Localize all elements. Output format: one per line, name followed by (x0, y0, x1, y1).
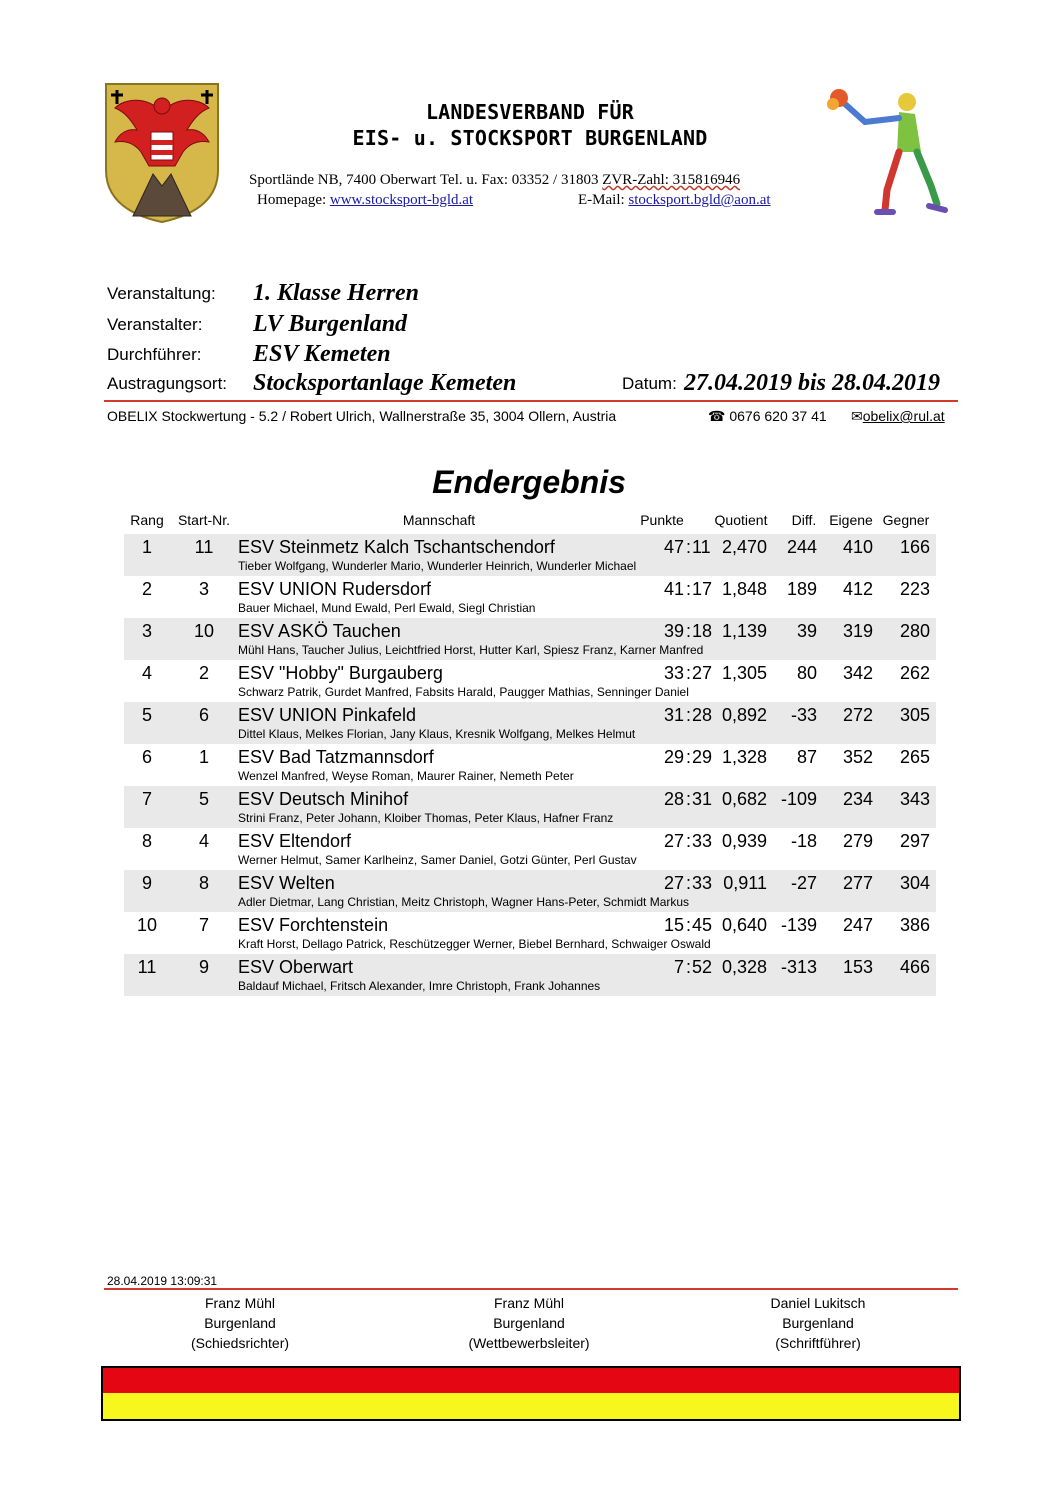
team-players: Tieber Wolfgang, Wunderler Mario, Wunderler Heinrich, Wunderler Michael (238, 559, 637, 573)
col-mannschaft: Mannschaft (402, 512, 476, 528)
table-row (124, 576, 936, 618)
col-diff: Diff. (791, 512, 817, 528)
rang: 11 (137, 957, 157, 977)
team-name: ESV Eltendorf (238, 831, 352, 851)
difference: 80 (796, 663, 817, 683)
table-row (124, 660, 936, 702)
difference: -109 (780, 789, 817, 809)
points-separator: : (686, 621, 692, 641)
signature-role: (Schriftführer) (775, 1335, 861, 1351)
signature-name: Franz Mühl (493, 1295, 565, 1311)
difference: -27 (790, 873, 817, 893)
own-score: 342 (842, 663, 873, 683)
points-separator: : (686, 663, 692, 683)
start-nr: 2 (198, 663, 209, 683)
value-austragungsort: Stocksportanlage Kemeten (253, 370, 517, 396)
rang: 6 (141, 747, 152, 767)
points-lost: 33 (692, 873, 713, 893)
team-name: ESV ASKÖ Tauchen (238, 621, 401, 641)
difference: 244 (786, 537, 817, 557)
phone-icon: ☎ (708, 408, 726, 424)
own-score: 153 (842, 957, 873, 977)
team-players: Kraft Horst, Dellago Patrick, Reschützegger Werner, Biebel Bernhard, Schwaiger Oswald (238, 937, 711, 951)
own-score: 247 (842, 915, 873, 935)
rang: 4 (141, 663, 152, 683)
start-nr: 3 (198, 579, 209, 599)
start-nr: 11 (194, 537, 214, 557)
label-veranstaltung: Veranstaltung: (107, 284, 216, 303)
signature-region: Burgenland (204, 1315, 276, 1331)
signature-block-2 (409, 1293, 649, 1353)
col-punkte: Punkte (640, 512, 684, 528)
coat-of-arms-icon (103, 82, 221, 224)
team-name: ESV Forchtenstein (238, 915, 389, 935)
org-name-line1: LANDESVERBAND FÜR (425, 100, 635, 124)
own-score: 319 (842, 621, 873, 641)
rang: 5 (141, 705, 152, 725)
value-durchfuehrer: ESV Kemeten (253, 341, 391, 367)
quotient: 2,470 (721, 537, 767, 557)
opponent-score: 343 (899, 789, 930, 809)
table-row (124, 912, 936, 954)
opponent-score: 223 (899, 579, 930, 599)
rang: 3 (141, 621, 152, 641)
table-row (124, 618, 936, 660)
start-nr: 8 (198, 873, 209, 893)
points-won: 27 (663, 873, 684, 893)
opponent-score: 304 (899, 873, 930, 893)
team-players: Werner Helmut, Samer Karlheinz, Samer Daniel, Gotzi Günter, Perl Gustav (238, 853, 637, 867)
software-phone (708, 408, 827, 425)
col-quotient: Quotient (714, 512, 768, 528)
own-score: 272 (842, 705, 873, 725)
team-players: Strini Franz, Peter Johann, Kloiber Thomas, Peter Klaus, Hafner Franz (238, 811, 614, 825)
org-name-line2: EIS- u. STOCKSPORT BURGENLAND (352, 126, 708, 150)
mail-icon: ✉ (851, 408, 863, 424)
quotient: 1,139 (721, 621, 767, 641)
team-players: Dittel Klaus, Melkes Florian, Jany Klaus, Kresnik Wolfgang, Melkes Helmut (238, 727, 636, 741)
points-separator: : (686, 537, 692, 557)
points-lost: 31 (692, 789, 713, 809)
phone-number: 0676 620 37 41 (729, 408, 827, 424)
difference: -139 (780, 915, 817, 935)
points-lost: 52 (692, 957, 713, 977)
table-row (124, 534, 936, 576)
difference: -313 (780, 957, 817, 977)
signature-block-3 (698, 1293, 938, 1353)
results-table-body (124, 534, 936, 996)
points-separator: : (686, 789, 692, 809)
flag-yellow-stripe (103, 1393, 959, 1419)
rang: 1 (141, 537, 152, 557)
points-lost: 11 (692, 537, 711, 557)
opponent-score: 262 (899, 663, 930, 683)
team-name: ESV UNION Pinkafeld (238, 705, 417, 725)
value-veranstalter: LV Burgenland (253, 311, 408, 337)
difference: -18 (790, 831, 817, 851)
address-text: Sportlände NB, 7400 Oberwart Tel. u. Fax: 03352 / 31803 (249, 172, 603, 188)
table-row (124, 702, 936, 744)
signature-block-1 (120, 1293, 360, 1353)
difference: 87 (796, 747, 817, 767)
points-separator: : (686, 873, 692, 893)
results-table-header (124, 512, 936, 530)
software-email (851, 408, 945, 425)
col-rang: Rang (130, 512, 164, 528)
points-lost: 27 (692, 663, 713, 683)
label-austragungsort: Austragungsort: (107, 374, 228, 393)
points-won: 28 (663, 789, 684, 809)
value-veranstaltung: 1. Klasse Herren (253, 280, 420, 306)
divider-line (104, 400, 958, 402)
homepage-link[interactable]: www.stocksport-bgld.at (329, 192, 474, 208)
signature-name: Franz Mühl (204, 1295, 276, 1311)
opponent-score: 466 (899, 957, 930, 977)
team-name: ESV UNION Rudersdorf (238, 579, 432, 599)
signature-name: Daniel Lukitsch (770, 1295, 866, 1311)
rang: 2 (141, 579, 152, 599)
team-players: Schwarz Patrik, Gurdet Manfred, Fabsits Harald, Paugger Mathias, Senninger Daniel (238, 685, 689, 699)
software-email-link[interactable]: obelix@rul.at (862, 408, 945, 424)
points-lost: 28 (692, 705, 713, 725)
quotient: 1,305 (721, 663, 767, 683)
stocksport-player-icon (815, 82, 955, 222)
burgenland-flag-banner (101, 1366, 961, 1421)
team-players: Adler Dietmar, Lang Christian, Meitz Christoph, Wagner Hans-Peter, Schmidt Markus (238, 895, 690, 909)
col-gegner: Gegner (882, 512, 930, 528)
start-nr: 5 (198, 789, 209, 809)
start-nr: 10 (193, 621, 215, 641)
own-score: 279 (842, 831, 873, 851)
team-name: ESV Oberwart (238, 957, 354, 977)
email-link[interactable]: stocksport.bgld@aon.at (628, 192, 771, 208)
opponent-score: 297 (899, 831, 930, 851)
table-row (124, 744, 936, 786)
table-row (124, 828, 936, 870)
points-separator: : (686, 915, 692, 935)
team-players: Mühl Hans, Taucher Julius, Leichtfried Horst, Hutter Karl, Spiesz Franz, Karner Manfred (238, 643, 704, 657)
difference: 39 (796, 621, 817, 641)
org-address (249, 172, 740, 189)
opponent-score: 280 (899, 621, 930, 641)
opponent-score: 305 (899, 705, 930, 725)
points-lost: 29 (692, 747, 713, 767)
col-start: Start-Nr. (177, 512, 231, 528)
table-row (124, 870, 936, 912)
points-separator: : (686, 831, 692, 851)
team-name: ESV "Hobby" Burgauberg (238, 663, 443, 683)
results-title: Endergebnis (432, 464, 626, 500)
flag-red-stripe (103, 1368, 959, 1393)
points-won: 15 (663, 915, 684, 935)
quotient: 0,911 (723, 873, 767, 893)
points-separator: : (686, 957, 692, 977)
label-datum: Datum: (622, 374, 677, 393)
rang: 9 (141, 873, 152, 893)
difference: 189 (786, 579, 817, 599)
points-won: 39 (663, 621, 684, 641)
own-score: 234 (842, 789, 873, 809)
zvr-number: ZVR-Zahl: 315816946 (602, 172, 741, 188)
quotient: 0,640 (721, 915, 767, 935)
start-nr: 6 (198, 705, 209, 725)
quotient: 1,848 (721, 579, 767, 599)
quotient: 0,892 (721, 705, 767, 725)
points-won: 31 (663, 705, 684, 725)
rang: 8 (141, 831, 152, 851)
points-won: 41 (663, 579, 684, 599)
col-eigene: Eigene (829, 512, 873, 528)
own-score: 352 (842, 747, 873, 767)
own-score: 410 (842, 537, 873, 557)
homepage-line (257, 192, 473, 209)
email-line (578, 192, 771, 209)
start-nr: 7 (198, 915, 209, 935)
points-separator: : (686, 705, 692, 725)
quotient: 1,328 (721, 747, 767, 767)
start-nr: 4 (198, 831, 209, 851)
start-nr: 1 (198, 747, 209, 767)
points-won: 29 (663, 747, 684, 767)
team-name: ESV Steinmetz Kalch Tschantschendorf (238, 537, 555, 557)
team-players: Wenzel Manfred, Weyse Roman, Maurer Rainer, Nemeth Peter (238, 769, 574, 783)
signature-region: Burgenland (782, 1315, 854, 1331)
points-separator: : (686, 579, 692, 599)
start-nr: 9 (198, 957, 209, 977)
points-lost: 33 (692, 831, 713, 851)
signature-role: (Schiedsrichter) (190, 1335, 290, 1351)
points-won: 7 (673, 957, 684, 977)
label-veranstalter: Veranstalter: (107, 315, 203, 334)
points-won: 27 (663, 831, 684, 851)
rang: 7 (141, 789, 152, 809)
opponent-score: 166 (899, 537, 930, 557)
difference: -33 (790, 705, 817, 725)
quotient: 0,939 (721, 831, 767, 851)
team-players: Bauer Michael, Mund Ewald, Perl Ewald, Siegl Christian (238, 601, 536, 615)
opponent-score: 386 (899, 915, 930, 935)
points-won: 33 (663, 663, 684, 683)
points-lost: 18 (692, 621, 713, 641)
own-score: 412 (842, 579, 873, 599)
table-row (124, 954, 936, 996)
signature-role: (Wettbewerbsleiter) (468, 1335, 590, 1351)
software-credit: OBELIX Stockwertung - 5.2 / Robert Ulrich, Wallnerstraße 35, 3004 Ollern, Austria (107, 408, 617, 424)
label-durchfuehrer: Durchführer: (107, 345, 202, 364)
opponent-score: 265 (899, 747, 930, 767)
email-label: E-Mail: (578, 192, 629, 208)
team-name: ESV Deutsch Minihof (238, 789, 409, 809)
homepage-label: Homepage: (257, 192, 330, 208)
signature-region: Burgenland (493, 1315, 565, 1331)
print-timestamp: 28.04.2019 13:09:31 (107, 1274, 218, 1288)
table-row (124, 786, 936, 828)
own-score: 277 (842, 873, 873, 893)
points-separator: : (686, 747, 692, 767)
points-lost: 45 (692, 915, 713, 935)
team-name: ESV Welten (238, 873, 335, 893)
points-won: 47 (663, 537, 684, 557)
rang: 10 (136, 915, 158, 935)
footer-divider (104, 1288, 958, 1290)
value-datum: 27.04.2019 bis 28.04.2019 (684, 370, 941, 396)
team-name: ESV Bad Tatzmannsdorf (238, 747, 434, 767)
points-lost: 17 (692, 579, 713, 599)
team-players: Baldauf Michael, Fritsch Alexander, Imre Christoph, Frank Johannes (238, 979, 601, 993)
quotient: 0,328 (721, 957, 767, 977)
quotient: 0,682 (721, 789, 767, 809)
